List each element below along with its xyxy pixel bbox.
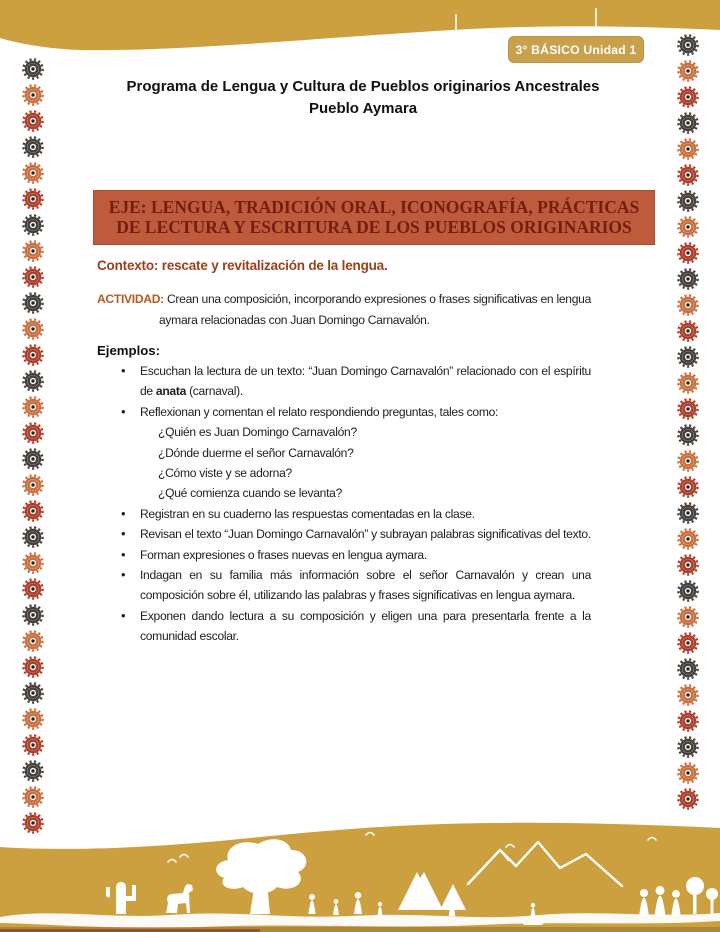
list-item	[97, 565, 591, 606]
sub-question: ¿Dónde duerme el señor Carnavalón?	[158, 445, 354, 460]
rosette-ornament-icon	[677, 398, 699, 420]
list-item	[97, 545, 591, 565]
footer-landscape	[0, 820, 720, 932]
rosette-ornament-icon	[22, 786, 44, 808]
rosette-ornament-icon	[22, 682, 44, 704]
rosette-ornament-icon	[677, 476, 699, 498]
list-item	[97, 606, 591, 647]
rosette-ornament-icon	[677, 346, 699, 368]
rosette-ornament-icon	[22, 110, 44, 132]
activity-paragraph	[97, 289, 591, 330]
right-ornament-border	[677, 34, 699, 810]
list-item	[97, 524, 591, 544]
rosette-ornament-icon	[677, 294, 699, 316]
rosette-ornament-icon	[677, 554, 699, 576]
rosette-ornament-icon	[22, 188, 44, 210]
program-subtitle: Pueblo Aymara	[308, 100, 418, 117]
rosette-ornament-icon	[677, 190, 699, 212]
context-text: rescate y revitalización de la lengua.	[161, 258, 388, 273]
rosette-ornament-icon	[677, 34, 699, 56]
rosette-ornament-icon	[22, 474, 44, 496]
rosette-ornament-icon	[677, 450, 699, 472]
sub-question: ¿Qué comienza cuando se levanta?	[158, 486, 343, 501]
rosette-ornament-icon	[22, 578, 44, 600]
rosette-ornament-icon	[677, 502, 699, 524]
list-item-text: Revisan el texto “Juan Domingo Carnavalón” y subrayan palabras significativas del texto.	[140, 527, 591, 542]
activity-label: ACTIVIDAD:	[97, 292, 164, 306]
rosette-ornament-icon	[677, 632, 699, 654]
list-item-text: Exponen dando lectura a su composición y eligen una para presentarla frente a la comunidad escolar.	[140, 608, 591, 644]
rosette-ornament-icon	[677, 320, 699, 342]
rosette-ornament-icon	[22, 84, 44, 106]
rosette-ornament-icon	[677, 424, 699, 446]
list-item	[97, 402, 591, 504]
rosette-ornament-icon	[677, 60, 699, 82]
rosette-ornament-icon	[22, 552, 44, 574]
rosette-ornament-icon	[677, 528, 699, 550]
list-item-text: Escuchan la lectura de un texto: “Juan Domingo Carnavalón” relacionado con el espíritu de anata (carnaval).	[140, 364, 591, 399]
rosette-ornament-icon	[22, 630, 44, 652]
rosette-ornament-icon	[677, 684, 699, 706]
rosette-ornament-icon	[677, 580, 699, 602]
list-item-text: Registran en su cuaderno las respuestas comentadas en la clase.	[140, 506, 475, 521]
rosette-ornament-icon	[677, 242, 699, 264]
unit-badge: 3° BÁSICO Unidad 1	[508, 36, 644, 63]
examples-label: Ejemplos:	[97, 343, 161, 358]
rosette-ornament-icon	[22, 318, 44, 340]
rosette-ornament-icon	[677, 164, 699, 186]
list-item-text: Indagan en su familia más información sobre el señor Carnavalón y crean una composición sobre él, utilizando las palabras y frases significativas en lengua aymara.	[140, 568, 591, 603]
program-title: Programa de Lengua y Cultura de Pueblos originarios Ancestrales	[126, 78, 600, 95]
rosette-ornament-icon	[22, 266, 44, 288]
context-line	[97, 258, 628, 273]
list-item	[97, 504, 591, 524]
list-item-text: Forman expresiones o frases nuevas en lengua aymara.	[140, 547, 427, 562]
rosette-ornament-icon	[677, 762, 699, 784]
rosette-ornament-icon	[22, 656, 44, 678]
eje-title-line2: DE LECTURA Y ESCRITURA DE LOS PUEBLOS ORIGINARIOS	[116, 217, 632, 237]
rosette-ornament-icon	[677, 606, 699, 628]
list-item-text: Reflexionan y comentan el relato respondiendo preguntas, tales como:	[140, 404, 499, 419]
examples-list	[97, 361, 591, 647]
activity-text: Crean una composición, incorporando expresiones o frases significativas en lengua aymara relacionadas con Juan Domingo Carnavalón.	[159, 292, 591, 327]
rosette-ornament-icon	[22, 240, 44, 262]
rosette-ornament-icon	[22, 136, 44, 158]
rosette-ornament-icon	[677, 736, 699, 758]
rosette-ornament-icon	[22, 500, 44, 522]
rosette-ornament-icon	[677, 86, 699, 108]
rosette-ornament-icon	[22, 422, 44, 444]
context-label: Contexto:	[97, 258, 159, 273]
rosette-ornament-icon	[22, 526, 44, 548]
rosette-ornament-icon	[677, 112, 699, 134]
rosette-ornament-icon	[677, 138, 699, 160]
rosette-ornament-icon	[22, 58, 44, 80]
rosette-ornament-icon	[677, 658, 699, 680]
rosette-ornament-icon	[22, 162, 44, 184]
document-header	[93, 76, 633, 120]
rosette-ornament-icon	[677, 372, 699, 394]
eje-title-block	[93, 190, 655, 245]
rosette-ornament-icon	[22, 760, 44, 782]
rosette-ornament-icon	[22, 734, 44, 756]
rosette-ornament-icon	[677, 216, 699, 238]
rosette-ornament-icon	[22, 344, 44, 366]
left-ornament-border	[22, 58, 44, 834]
sub-question: ¿Quién es Juan Domingo Carnavalón?	[158, 425, 357, 440]
rosette-ornament-icon	[22, 370, 44, 392]
rosette-ornament-icon	[677, 268, 699, 290]
rosette-ornament-icon	[22, 396, 44, 418]
rosette-ornament-icon	[22, 708, 44, 730]
list-item	[97, 361, 591, 402]
rosette-ornament-icon	[22, 292, 44, 314]
rosette-ornament-icon	[22, 604, 44, 626]
sub-question: ¿Cómo viste y se adorna?	[158, 466, 292, 481]
eje-title-line1: EJE: LENGUA, TRADICIÓN ORAL, ICONOGRAFÍA, PRÁCTICAS	[108, 197, 640, 217]
rosette-ornament-icon	[22, 448, 44, 470]
rosette-ornament-icon	[677, 710, 699, 732]
rosette-ornament-icon	[677, 788, 699, 810]
rosette-ornament-icon	[22, 214, 44, 236]
